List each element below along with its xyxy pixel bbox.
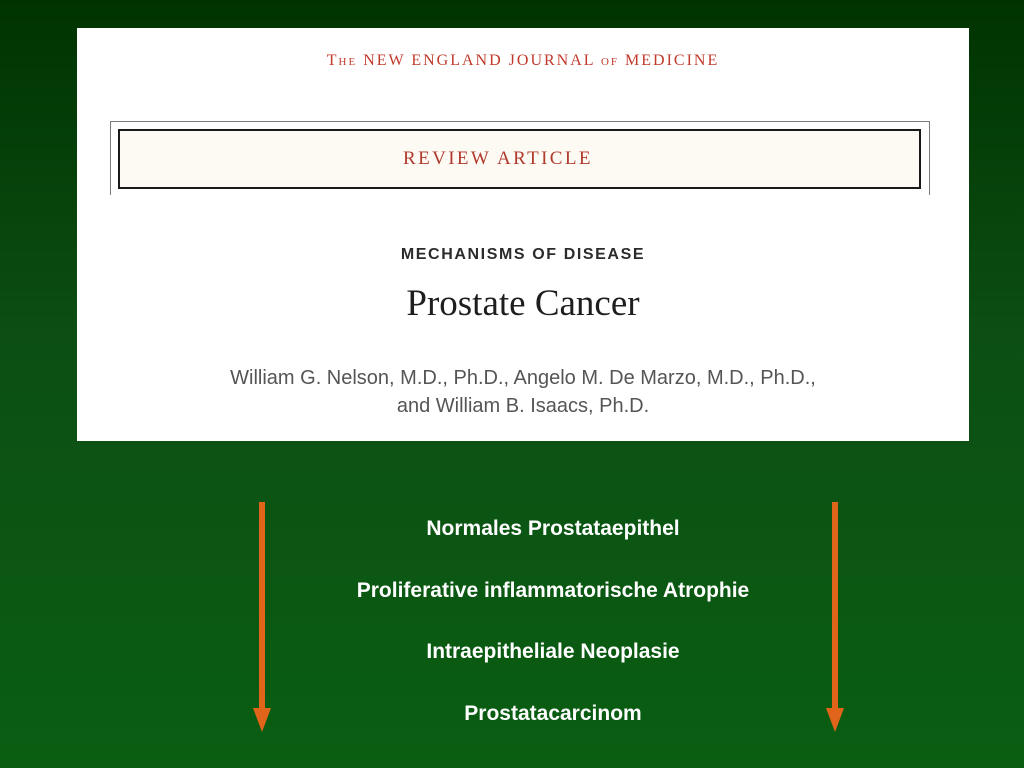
down-arrow-left-icon	[253, 502, 271, 732]
progression-stages	[280, 0, 826, 768]
down-arrow-right-icon	[826, 502, 844, 732]
banner-label: REVIEW ARTICLE	[403, 148, 593, 169]
article-title: Prostate Cancer	[406, 283, 640, 324]
stage-intraepithelial-neoplasia: Intraepitheliale Neoplasie	[426, 640, 680, 663]
journal-header: The NEW ENGLAND JOURNAL of MEDICINE	[326, 52, 720, 69]
stage-prostate-carcinoma: Prostatacarcinom	[464, 702, 642, 725]
authors-line-1: William G. Nelson, M.D., Ph.D., Angelo M. De Marzo, M.D., Ph.D.,	[230, 367, 816, 389]
stage-proliferative-inflammatory-atrophy: Proliferative inflammatorische Atrophie	[356, 579, 750, 602]
stage-normal-epithelium: Normales Prostataepithel	[426, 517, 680, 540]
authors-line-2: and William B. Isaacs, Ph.D.	[396, 395, 650, 417]
series-heading: MECHANISMS OF DISEASE	[400, 246, 646, 263]
